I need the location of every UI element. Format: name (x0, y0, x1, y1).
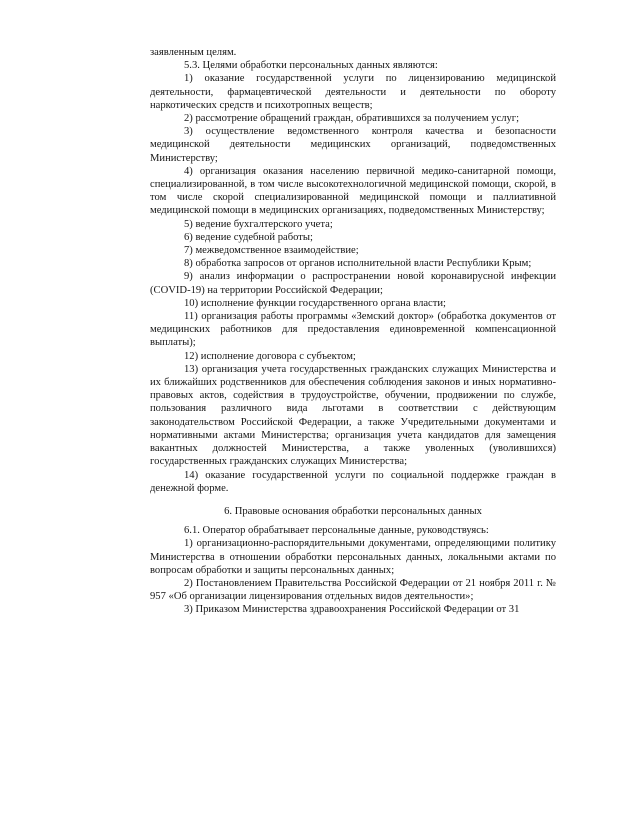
list-item-7: 7) межведомственное взаимодействие; (184, 245, 359, 257)
list-item-8: 8) обработка запросов от органов исполнительной власти Республики Крым; (184, 258, 532, 270)
paragraph-6-1: 6.1. Оператор обрабатывает персональные данные, руководствуясь: (184, 525, 489, 537)
document-page (150, 46, 556, 617)
list-item-3: 3) осуществление ведомственного контроля качества и безопасности медицинской деятельности медицинских организаций, подведомственных Министерству; (150, 126, 556, 164)
basis-item-1: 1) организационно-распорядительными документами, определяющими политику Министерства в отношении обработки персональных данных, локальными актами по вопросам обработки и защиты персональных данных; (150, 538, 556, 576)
list-item-1: 1) оказание государственной услуги по лицензированию медицинской деятельности, фармацевтической деятельности и деятельности по обороту наркотических средств и психотропных веществ; (150, 73, 556, 111)
list-item-12: 12) исполнение договора с субъектом; (184, 350, 356, 362)
list-item-13: 13) организация учета государственных гражданских служащих Министерства и их ближайших родственников для обеспечения соблюдения законов и иных нормативно-правовых актов, содействия в трудоустройстве, обучении, продвижении по службе, пользования различного вида льготами в соответствии с действующим законодательством Российской Федерации, а также Учредительными документами и нормативными актами Министерства; организация учета кандидатов для замещения вакантных должностей Министерства, а также уволенных (уволившихся) государственных гражданских служащих Министерства; (150, 363, 556, 468)
list-item-2: 2) рассмотрение обращений граждан, обратившихся за получением услуг; (184, 113, 520, 125)
section-heading-6: 6. Правовые основания обработки персональных данных (224, 505, 482, 517)
paragraph-continuation: заявленным целям. (150, 47, 237, 58)
list-item-11: 11) организация работы программы «Земский доктор» (обработка документов от медицинских работников для предоставления единовременной компенсационной выплаты); (150, 311, 556, 349)
list-item-6: 6) ведение судебной работы; (184, 231, 313, 243)
paragraph-5-3: 5.3. Целями обработки персональных данных являются: (184, 60, 438, 72)
list-item-10: 10) исполнение функции государственного органа власти; (184, 297, 446, 309)
list-item-14: 14) оказание государственной услуги по социальной поддержке граждан в денежной форме. (150, 469, 556, 494)
list-item-9: 9) анализ информации о распространении новой коронавирусной инфекции (COVID-19) на территории Российской Федерации; (150, 271, 556, 296)
list-item-5: 5) ведение бухгалтерского учета; (184, 218, 333, 230)
basis-item-3: 3) Приказом Министерства здравоохранения Российской Федерации от 31 (184, 604, 520, 616)
list-item-4: 4) организация оказания населению первичной медико-санитарной помощи, специализированной, в том числе высокотехнологичной медицинской помощи, скорой, в том числе скорой специализированной медицинской помощи и паллиативной медицинской помощи в медицинских организациях, подведомственных Министерству; (150, 165, 556, 217)
basis-item-2: 2) Постановлением Правительства Российской Федерации от 21 ноября 2011 г. № 957 «Об организации лицензирования отдельных видов деятельности»; (150, 577, 556, 603)
